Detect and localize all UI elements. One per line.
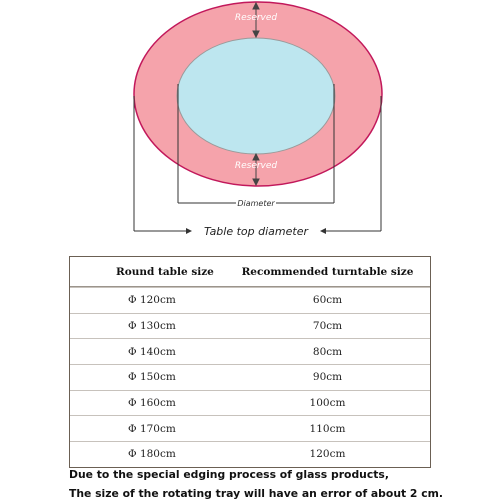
turntable-ellipse [177,38,335,154]
turntable-size-cell: 80cm [312,345,343,358]
table-size-cell: Φ 170cm [128,422,176,435]
table-size-cell: Φ 120cm [128,294,176,307]
turntable-size-cell: 90cm [312,371,343,384]
turntable-size-cell: 100cm [309,397,346,410]
table-row [70,287,430,313]
note-line-2: The size of the rotating tray will have an error of about 2 cm. [69,487,443,500]
turntable-size-cell: 110cm [309,422,346,435]
header-round-table-size: Round table size [116,265,214,278]
table-header-row [70,257,430,287]
note-line-1: Due to the special edging process of glass products, [69,468,389,481]
table-row [70,338,430,364]
turntable-size-cell: 60cm [312,294,343,307]
turntable-size-cell: 70cm [312,320,343,333]
top-reserved-label: Reserved [234,13,278,23]
table-top-diameter-label: Table top diameter [204,225,308,238]
turntable-size-cell: 120cm [309,448,346,461]
table-size-cell: Φ 150cm [128,371,176,384]
error-note [69,465,489,503]
table-diagram [0,0,500,250]
header-recommended-turntable-size: Recommended turntable size [241,265,414,278]
table-row [70,390,430,416]
table-size-cell: Φ 160cm [128,397,176,410]
table-row [70,441,430,467]
diameter-label: Diameter [237,199,275,208]
table-row [70,313,430,339]
table-size-cell: Φ 180cm [128,448,176,461]
bottom-reserved-label: Reserved [234,161,278,171]
size-table [69,256,431,468]
table-row [70,415,430,441]
table-size-cell: Φ 140cm [128,345,176,358]
table-row [70,364,430,390]
table-size-cell: Φ 130cm [128,320,176,333]
